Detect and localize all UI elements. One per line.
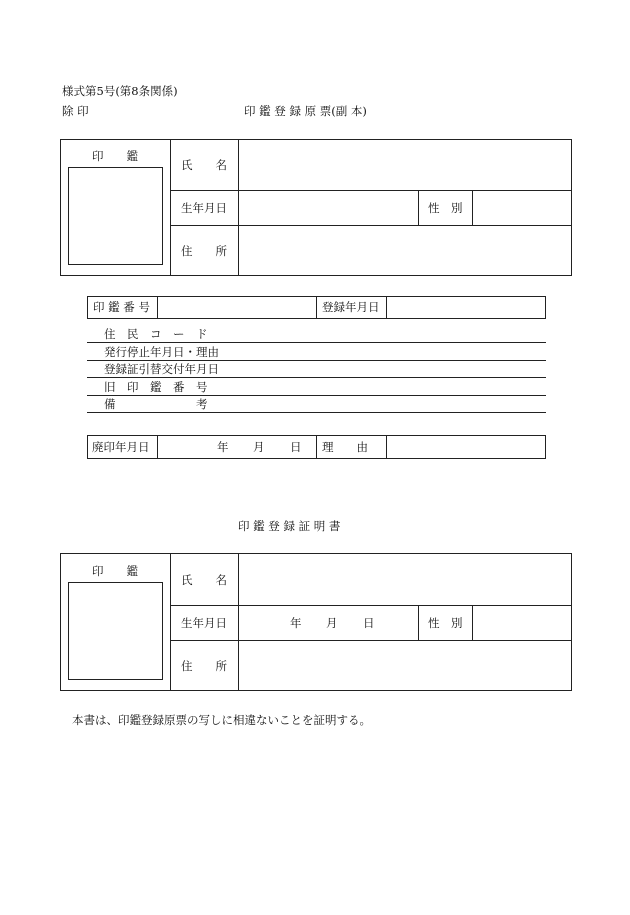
divider: [238, 553, 239, 691]
certificate-title: 印 鑑 登 録 証 明 書: [238, 519, 341, 533]
divider: [316, 435, 317, 459]
divider: [386, 296, 387, 319]
list-item: 発行停止年月日・理由: [104, 345, 219, 359]
divider: [238, 139, 239, 276]
seal-number-label: 印 鑑 番 号: [93, 300, 150, 314]
divider: [170, 605, 572, 606]
registration-date-label: 登録年月日: [322, 300, 380, 314]
certification-statement: 本書は、印鑑登録原票の写しに相違ないことを証明する。: [72, 713, 371, 727]
seal-impression-box[interactable]: [68, 582, 163, 680]
year-label: 年: [217, 440, 229, 454]
divider: [87, 360, 546, 361]
page-title: 印 鑑 登 録 原 票(副 本): [244, 104, 367, 118]
seal-label: 印 鑑: [92, 149, 138, 163]
list-item: 旧 印 鑑 番 号: [104, 380, 208, 394]
seal-label: 印 鑑: [92, 564, 138, 578]
divider: [157, 296, 158, 319]
dob-label: 生年月日: [181, 616, 227, 630]
month-label: 月: [253, 440, 265, 454]
dob-label: 生年月日: [181, 201, 227, 215]
divider: [170, 139, 171, 276]
divider: [472, 605, 473, 640]
seal-impression-box[interactable]: [68, 167, 163, 265]
divider: [170, 553, 171, 691]
gender-label: 性 別: [428, 201, 463, 215]
list-item: 住 民 コ ー ド: [104, 327, 208, 341]
name-label: 氏 名: [181, 158, 227, 172]
divider: [87, 412, 546, 413]
divider: [472, 190, 473, 225]
address-label: 住 所: [181, 244, 227, 258]
address-label: 住 所: [181, 659, 227, 673]
year-label: 年: [290, 616, 302, 630]
name-label: 氏 名: [181, 573, 227, 587]
divider: [170, 640, 572, 641]
divider: [418, 605, 419, 640]
divider: [87, 395, 546, 396]
divider: [170, 225, 572, 226]
month-label: 月: [326, 616, 338, 630]
day-label: 日: [290, 440, 302, 454]
divider: [386, 435, 387, 459]
list-item: 備 考: [104, 397, 208, 411]
divider: [87, 342, 546, 343]
form-number: 様式第5号(第8条関係): [62, 84, 178, 98]
divider: [418, 190, 419, 225]
abolish-date-label: 廃印年月日: [92, 440, 150, 454]
divider: [316, 296, 317, 319]
list-item: 登録証引替交付年月日: [104, 362, 219, 376]
day-label: 日: [363, 616, 375, 630]
removed-seal-label: 除 印: [62, 104, 89, 118]
divider: [170, 190, 572, 191]
gender-label: 性 別: [428, 616, 463, 630]
divider: [157, 435, 158, 459]
divider: [87, 377, 546, 378]
reason-label: 理 由: [322, 440, 368, 454]
